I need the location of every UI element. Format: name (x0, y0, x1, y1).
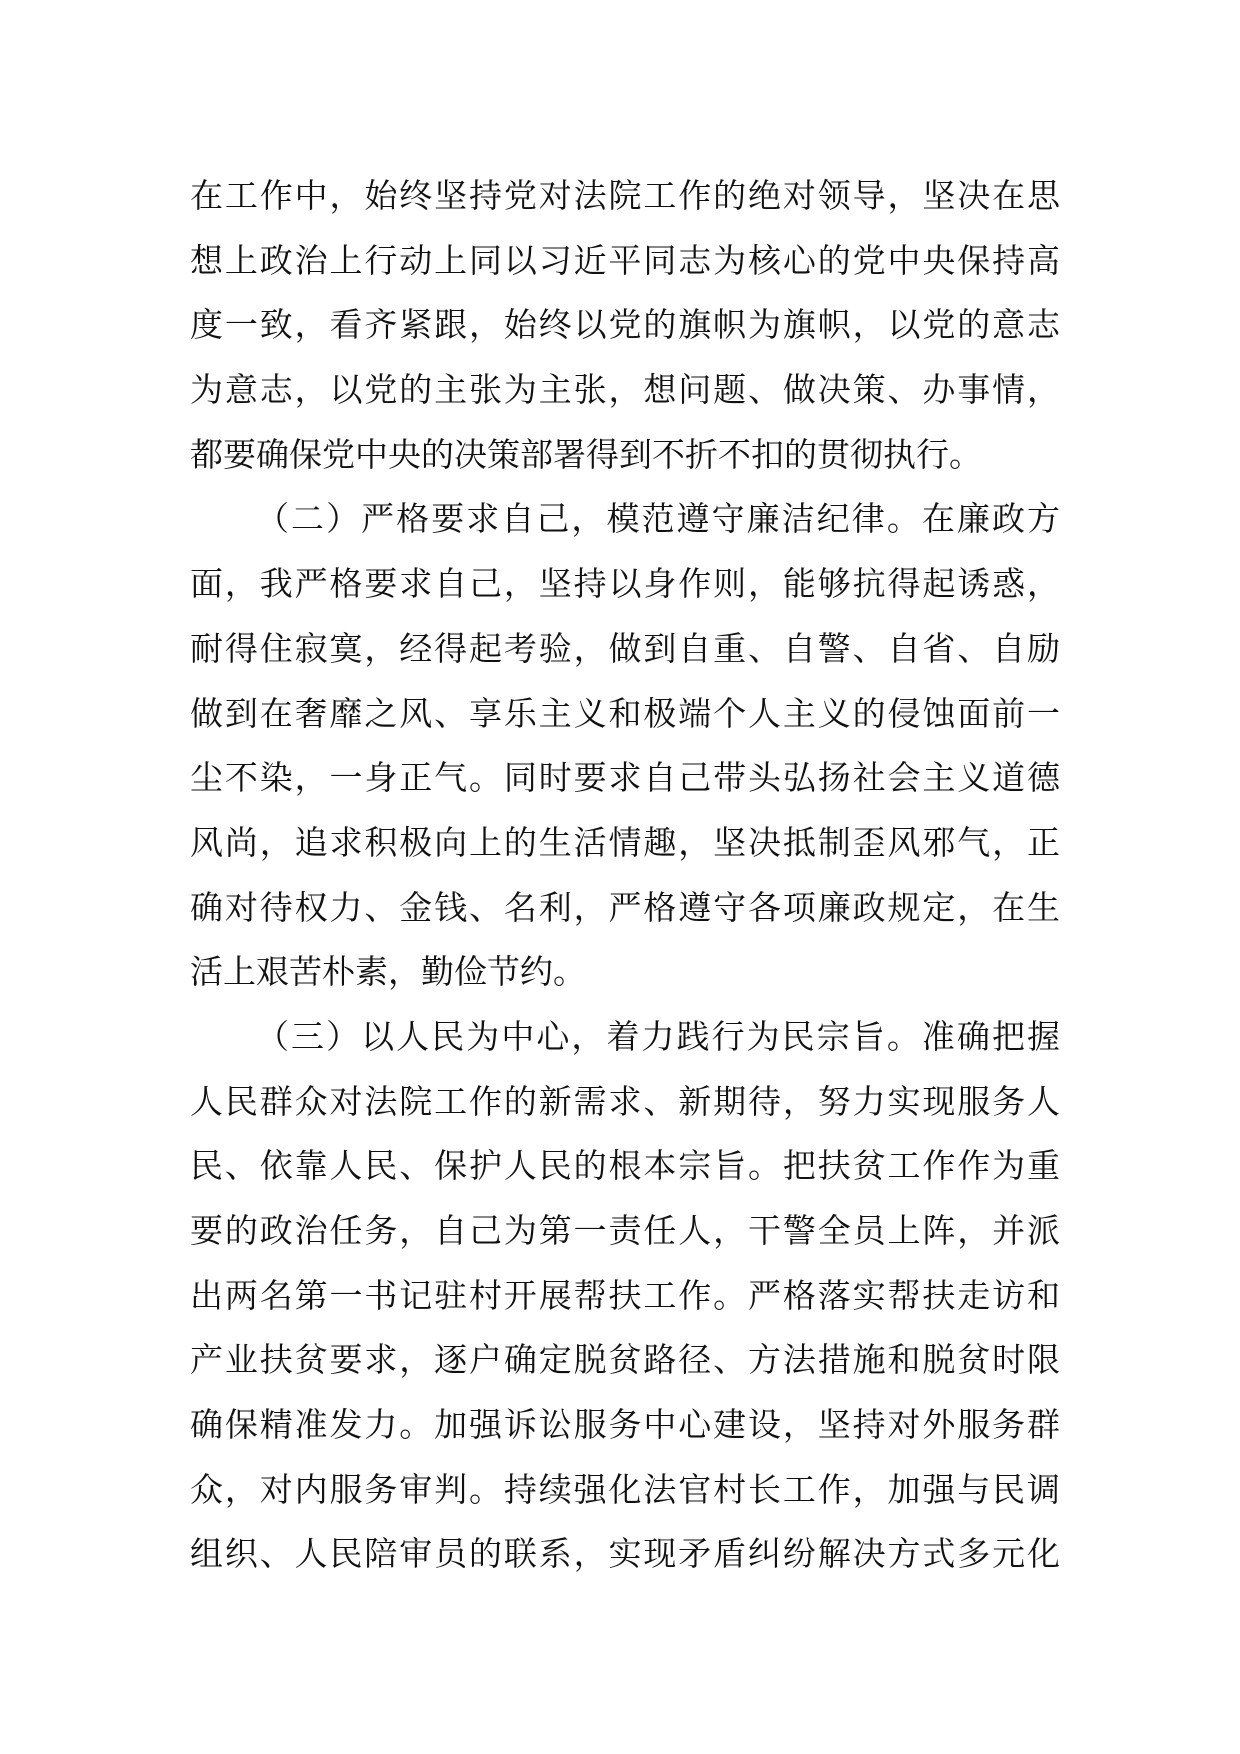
text-line: 活上艰苦朴素，勤俭节约。 (190, 952, 586, 992)
text-line: 想上政治上行动上同以习近平同志为核心的党中央保持高 (190, 240, 1060, 280)
text-line: 人民群众对法院工作的新需求、新期待，努力实现服务人 (190, 1081, 1060, 1121)
document-body (190, 164, 1060, 1587)
text-line: 组织、人民陪审员的联系，实现矛盾纠纷解决方式多元化 (190, 1534, 1060, 1574)
section-heading-line: （三）以人民为中心，着力践行为民宗旨。准确把握 (256, 1016, 1060, 1056)
text-line: 为意志，以党的主张为主张，想问题、做决策、办事情， (190, 370, 1060, 410)
text-line: 民、依靠人民、保护人民的根本宗旨。把扶贫工作作为重 (190, 1146, 1060, 1186)
text-line: 风尚，追求积极向上的生活情趣，坚决抵制歪风邪气，正 (190, 822, 1060, 862)
text-line: 确对待权力、金钱、名利，严格遵守各项廉政规定，在生 (190, 887, 1060, 927)
text-line: 众，对内服务审判。持续强化法官村长工作，加强与民调 (190, 1469, 1060, 1509)
text-line: 度一致，看齐紧跟，始终以党的旗帜为旗帜，以党的意志 (190, 305, 1060, 345)
text-line: 尘不染，一身正气。同时要求自己带头弘扬社会主义道德 (190, 758, 1060, 798)
text-line: 要的政治任务，自己为第一责任人，干警全员上阵，并派 (190, 1211, 1060, 1250)
text-line: 出两名第一书记驻村开展帮扶工作。严格落实帮扶走访和 (190, 1275, 1060, 1315)
text-line: 做到在奢靡之风、享乐主义和极端个人主义的侵蚀面前一 (190, 693, 1060, 733)
text-line: 确保精准发力。加强诉讼服务中心建设，坚持对外服务群 (190, 1405, 1060, 1445)
text-line: 都要确保党中央的决策部署得到不折不扣的贯彻执行。 (190, 434, 982, 474)
text-line: 面，我严格要求自己，坚持以身作则，能够抗得起诱惑， (190, 564, 1060, 604)
text-line: 产业扶贫要求，逐户确定脱贫路径、方法措施和脱贫时限 (190, 1340, 1060, 1380)
section-heading-line: （二）严格要求自己，模范遵守廉洁纪律。在廉政方 (256, 499, 1060, 539)
text-line: 在工作中，始终坚持党对法院工作的绝对领导，坚决在思 (190, 176, 1060, 215)
text-line: 耐得住寂寞，经得起考验，做到自重、自警、自省、自励 (190, 628, 1060, 668)
